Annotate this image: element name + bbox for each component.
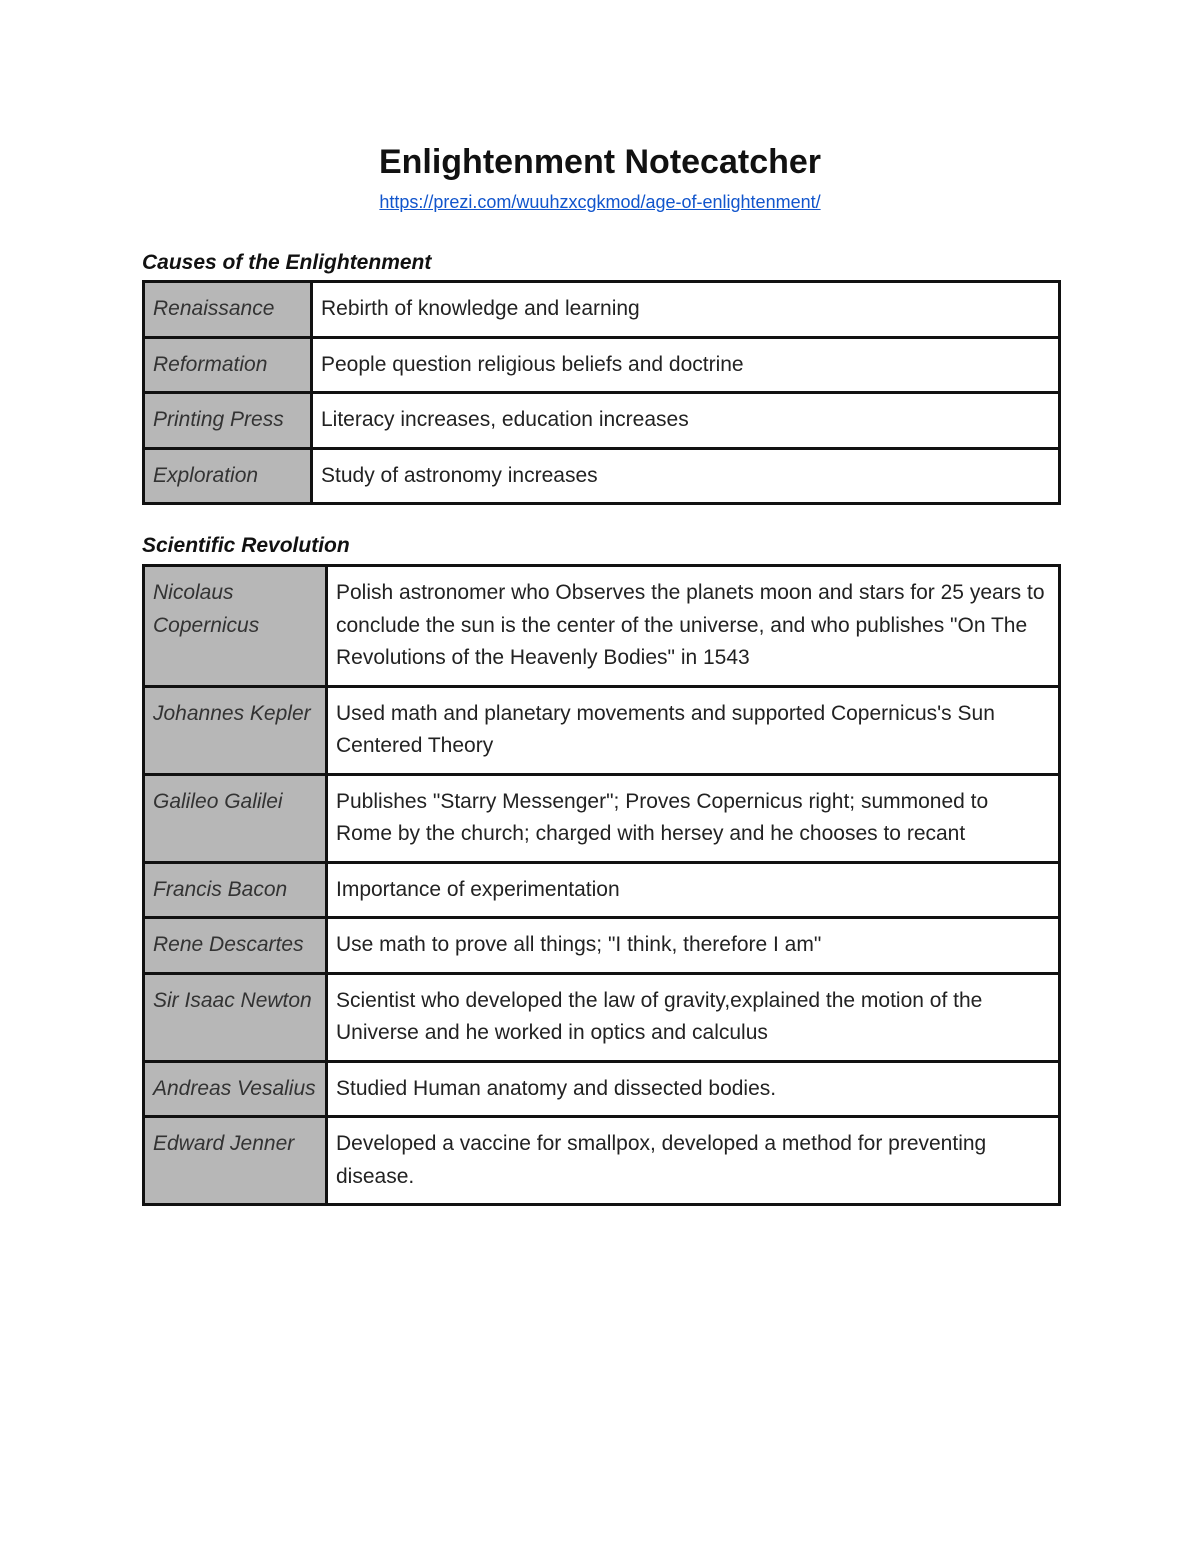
scientist-name: Johannes Kepler bbox=[144, 686, 327, 774]
source-link[interactable]: https://prezi.com/wuuhzxcgkmod/age-of-enlightenment/ bbox=[379, 192, 821, 212]
cause-term: Printing Press bbox=[144, 393, 312, 449]
scientist-description: Developed a vaccine for smallpox, developed a method for preventing disease. bbox=[327, 1117, 1060, 1205]
table-row bbox=[144, 1117, 1060, 1205]
table-row bbox=[144, 282, 1060, 338]
scientist-name: Nicolaus Copernicus bbox=[144, 566, 327, 687]
table-row bbox=[144, 686, 1060, 774]
table-row bbox=[144, 393, 1060, 449]
table-row bbox=[144, 1061, 1060, 1117]
cause-description: Rebirth of knowledge and learning bbox=[312, 282, 1060, 338]
scientist-description: Use math to prove all things; "I think, therefore I am" bbox=[327, 918, 1060, 974]
scientist-description: Used math and planetary movements and supported Copernicus's Sun Centered Theory bbox=[327, 686, 1060, 774]
scientist-description: Scientist who developed the law of gravity,explained the motion of the Universe and he worked in optics and calculus bbox=[327, 973, 1060, 1061]
scientist-name: Sir Isaac Newton bbox=[144, 973, 327, 1061]
science-table bbox=[142, 564, 1061, 1206]
table-row bbox=[144, 448, 1060, 504]
table-row bbox=[144, 973, 1060, 1061]
scientist-description: Studied Human anatomy and dissected bodies. bbox=[327, 1061, 1060, 1117]
causes-heading: Causes of the Enlightenment bbox=[142, 251, 432, 274]
cause-term: Exploration bbox=[144, 448, 312, 504]
table-row bbox=[144, 774, 1060, 862]
scientist-name: Rene Descartes bbox=[144, 918, 327, 974]
science-heading: Scientific Revolution bbox=[142, 534, 350, 557]
scientist-name: Edward Jenner bbox=[144, 1117, 327, 1205]
cause-term: Renaissance bbox=[144, 282, 312, 338]
scientist-name: Francis Bacon bbox=[144, 862, 327, 918]
scientist-description: Polish astronomer who Observes the planets moon and stars for 25 years to conclude the sun is the center of the universe, and who publishes "On The Revolutions of the Heavenly Bodies" in 1543 bbox=[327, 566, 1060, 687]
table-row bbox=[144, 566, 1060, 687]
page-title: Enlightenment Notecatcher bbox=[378, 143, 822, 181]
source-link-container bbox=[0, 190, 1200, 214]
table-row bbox=[144, 862, 1060, 918]
table-row bbox=[144, 337, 1060, 393]
cause-description: Literacy increases, education increases bbox=[312, 393, 1060, 449]
cause-description: People question religious beliefs and doctrine bbox=[312, 337, 1060, 393]
table-row bbox=[144, 918, 1060, 974]
scientist-description: Publishes "Starry Messenger"; Proves Copernicus right; summoned to Rome by the church; charged with hersey and he chooses to recant bbox=[327, 774, 1060, 862]
causes-table bbox=[142, 280, 1061, 505]
scientist-name: Andreas Vesalius bbox=[144, 1061, 327, 1117]
cause-description: Study of astronomy increases bbox=[312, 448, 1060, 504]
scientist-name: Galileo Galilei bbox=[144, 774, 327, 862]
scientist-description: Importance of experimentation bbox=[327, 862, 1060, 918]
cause-term: Reformation bbox=[144, 337, 312, 393]
